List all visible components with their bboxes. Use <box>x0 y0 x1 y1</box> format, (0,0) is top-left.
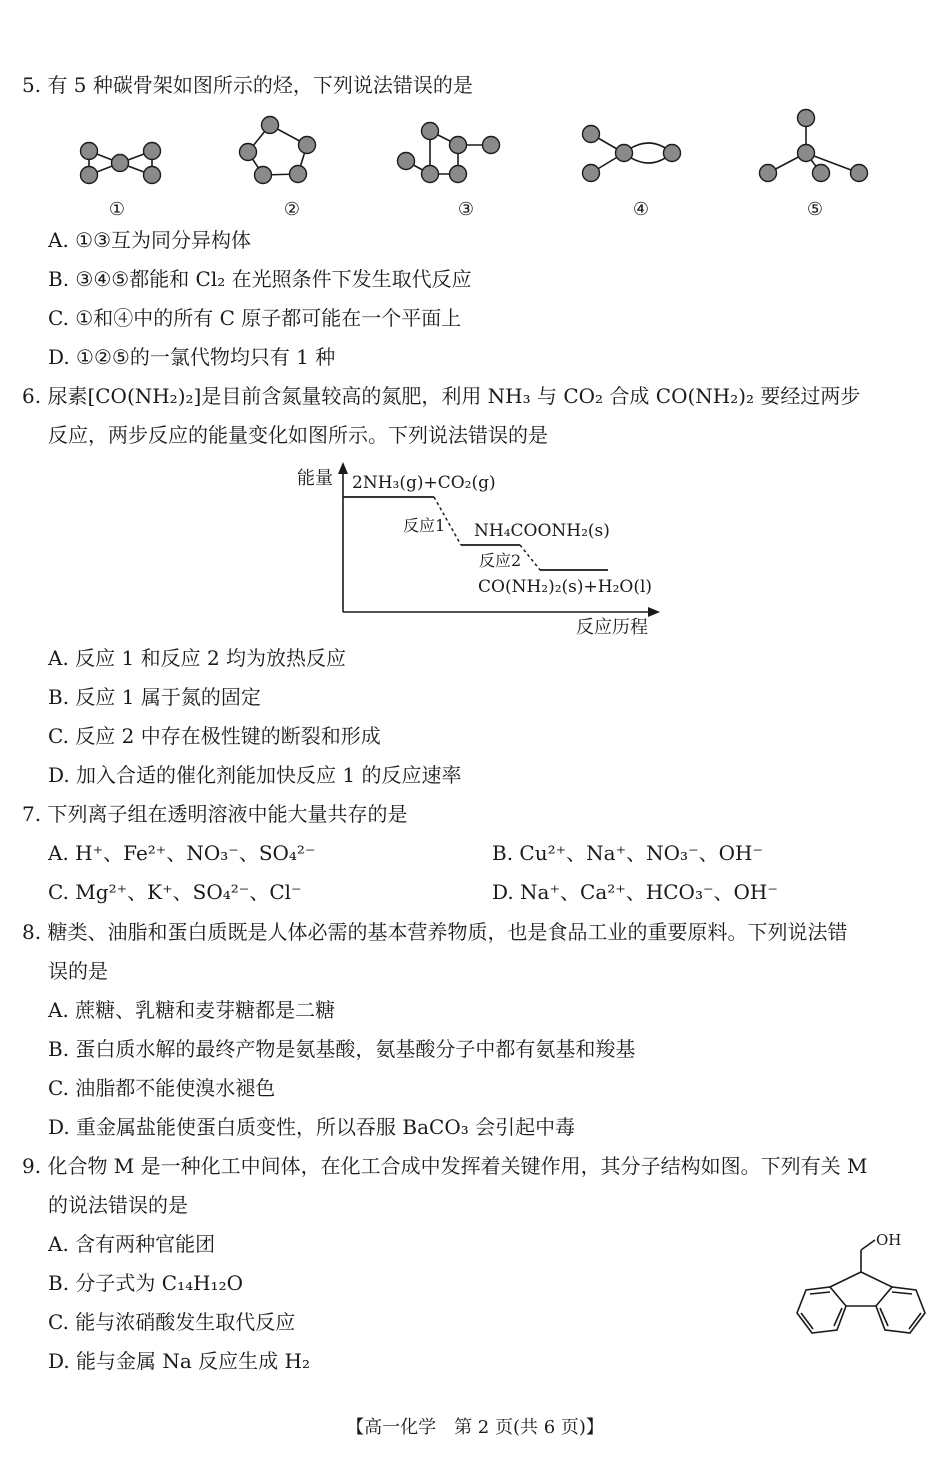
y-axis-label: 能量 <box>297 468 333 489</box>
q8-option-b: B. 蛋白质水解的最终产物是氨基酸，氨基酸分子中都有氨基和羧基 <box>48 1037 636 1061</box>
q5-stem: 5. 有 5 种碳骨架如图所示的烃，下列说法错误的是 <box>22 73 473 97</box>
carbon-skeleton-5 <box>768 118 859 173</box>
q9-option-c: C. 能与浓硝酸发生取代反应 <box>48 1310 296 1334</box>
skeleton-label-1: ① <box>108 199 126 220</box>
molecule-m-structure <box>797 1240 925 1333</box>
skeleton-label-2: ② <box>283 199 301 220</box>
energy-diagram <box>297 462 660 638</box>
state-products: CO(NH₂)₂(s)+H₂O(l) <box>478 577 653 597</box>
state-reactants: 2NH₃(g)+CO₂(g) <box>352 473 496 493</box>
q6-option-d: D. 加入合适的催化剂能加快反应 1 的反应速率 <box>48 763 462 787</box>
q8-stem-line2: 误的是 <box>48 959 108 983</box>
q5-option-c: C. ①和④中的所有 C 原子都可能在一个平面上 <box>48 306 462 330</box>
q7-option-d: D. Na⁺、Ca²⁺、HCO₃⁻、OH⁻ <box>492 880 778 904</box>
q8-stem-line1: 8. 糖类、油脂和蛋白质既是人体必需的基本营养物质，也是食品工业的重要原料。下列说法错 <box>22 920 848 944</box>
q6-option-a: A. 反应 1 和反应 2 均为放热反应 <box>48 646 347 670</box>
skeleton-label-3: ③ <box>457 199 475 220</box>
skeleton-label-5: ⑤ <box>806 199 824 220</box>
x-axis-label: 反应历程 <box>576 617 648 638</box>
q9-option-d: D. 能与金属 Na 反应生成 H₂ <box>48 1349 310 1373</box>
carbon-skeleton-3 <box>406 131 491 174</box>
q5-option-b: B. ③④⑤都能和 Cl₂ 在光照条件下发生取代反应 <box>48 267 472 291</box>
q7-option-b: B. Cu²⁺、Na⁺、NO₃⁻、OH⁻ <box>492 841 764 865</box>
q7-option-c: C. Mg²⁺、K⁺、SO₄²⁻、Cl⁻ <box>48 880 302 904</box>
q9-stem-line1: 9. 化合物 M 是一种化工中间体，在化工合成中发挥着关键作用，其分子结构如图。下列有关 M <box>22 1154 868 1178</box>
q5-option-a: A. ①③互为同分异构体 <box>48 228 252 252</box>
skeleton-label-4: ④ <box>632 199 650 220</box>
q6-stem-line1: 6. 尿素[CO(NH₂)₂]是目前含氮量较高的氮肥，利用 NH₃ 与 CO₂ 合成 CO(NH₂)₂ 要经过两步 <box>22 384 861 408</box>
q8-option-d: D. 重金属盐能使蛋白质变性，所以吞服 BaCO₃ 会引起中毒 <box>48 1115 576 1139</box>
q6-stem-line2: 反应，两步反应的能量变化如图所示。下列说法错误的是 <box>48 423 548 447</box>
q8-option-c: C. 油脂都不能使溴水褪色 <box>48 1076 276 1100</box>
q7-stem: 7. 下列离子组在透明溶液中能大量共存的是 <box>22 802 408 826</box>
step1-label: 反应1 <box>403 516 446 535</box>
q7-option-a: A. H⁺、Fe²⁺、NO₃⁻、SO₄²⁻ <box>48 841 316 865</box>
q6-option-b: B. 反应 1 属于氮的固定 <box>48 685 261 709</box>
state-intermediate: NH₄COONH₂(s) <box>474 521 610 541</box>
q6-option-c: C. 反应 2 中存在极性键的断裂和形成 <box>48 724 381 748</box>
q9-option-a: A. 含有两种官能团 <box>48 1232 216 1256</box>
q9-option-b: B. 分子式为 C₁₄H₁₂O <box>48 1271 243 1295</box>
page-footer: 【高一化学 第 2 页(共 6 页)】 <box>346 1417 604 1438</box>
q5-option-d: D. ①②⑤的一氯代物均只有 1 种 <box>48 345 336 369</box>
step2-label: 反应2 <box>479 551 522 570</box>
q9-stem-line2: 的说法错误的是 <box>48 1193 188 1217</box>
q8-option-a: A. 蔗糖、乳糖和麦芽糖都是二糖 <box>48 998 336 1022</box>
oh-label: OH <box>876 1231 902 1249</box>
